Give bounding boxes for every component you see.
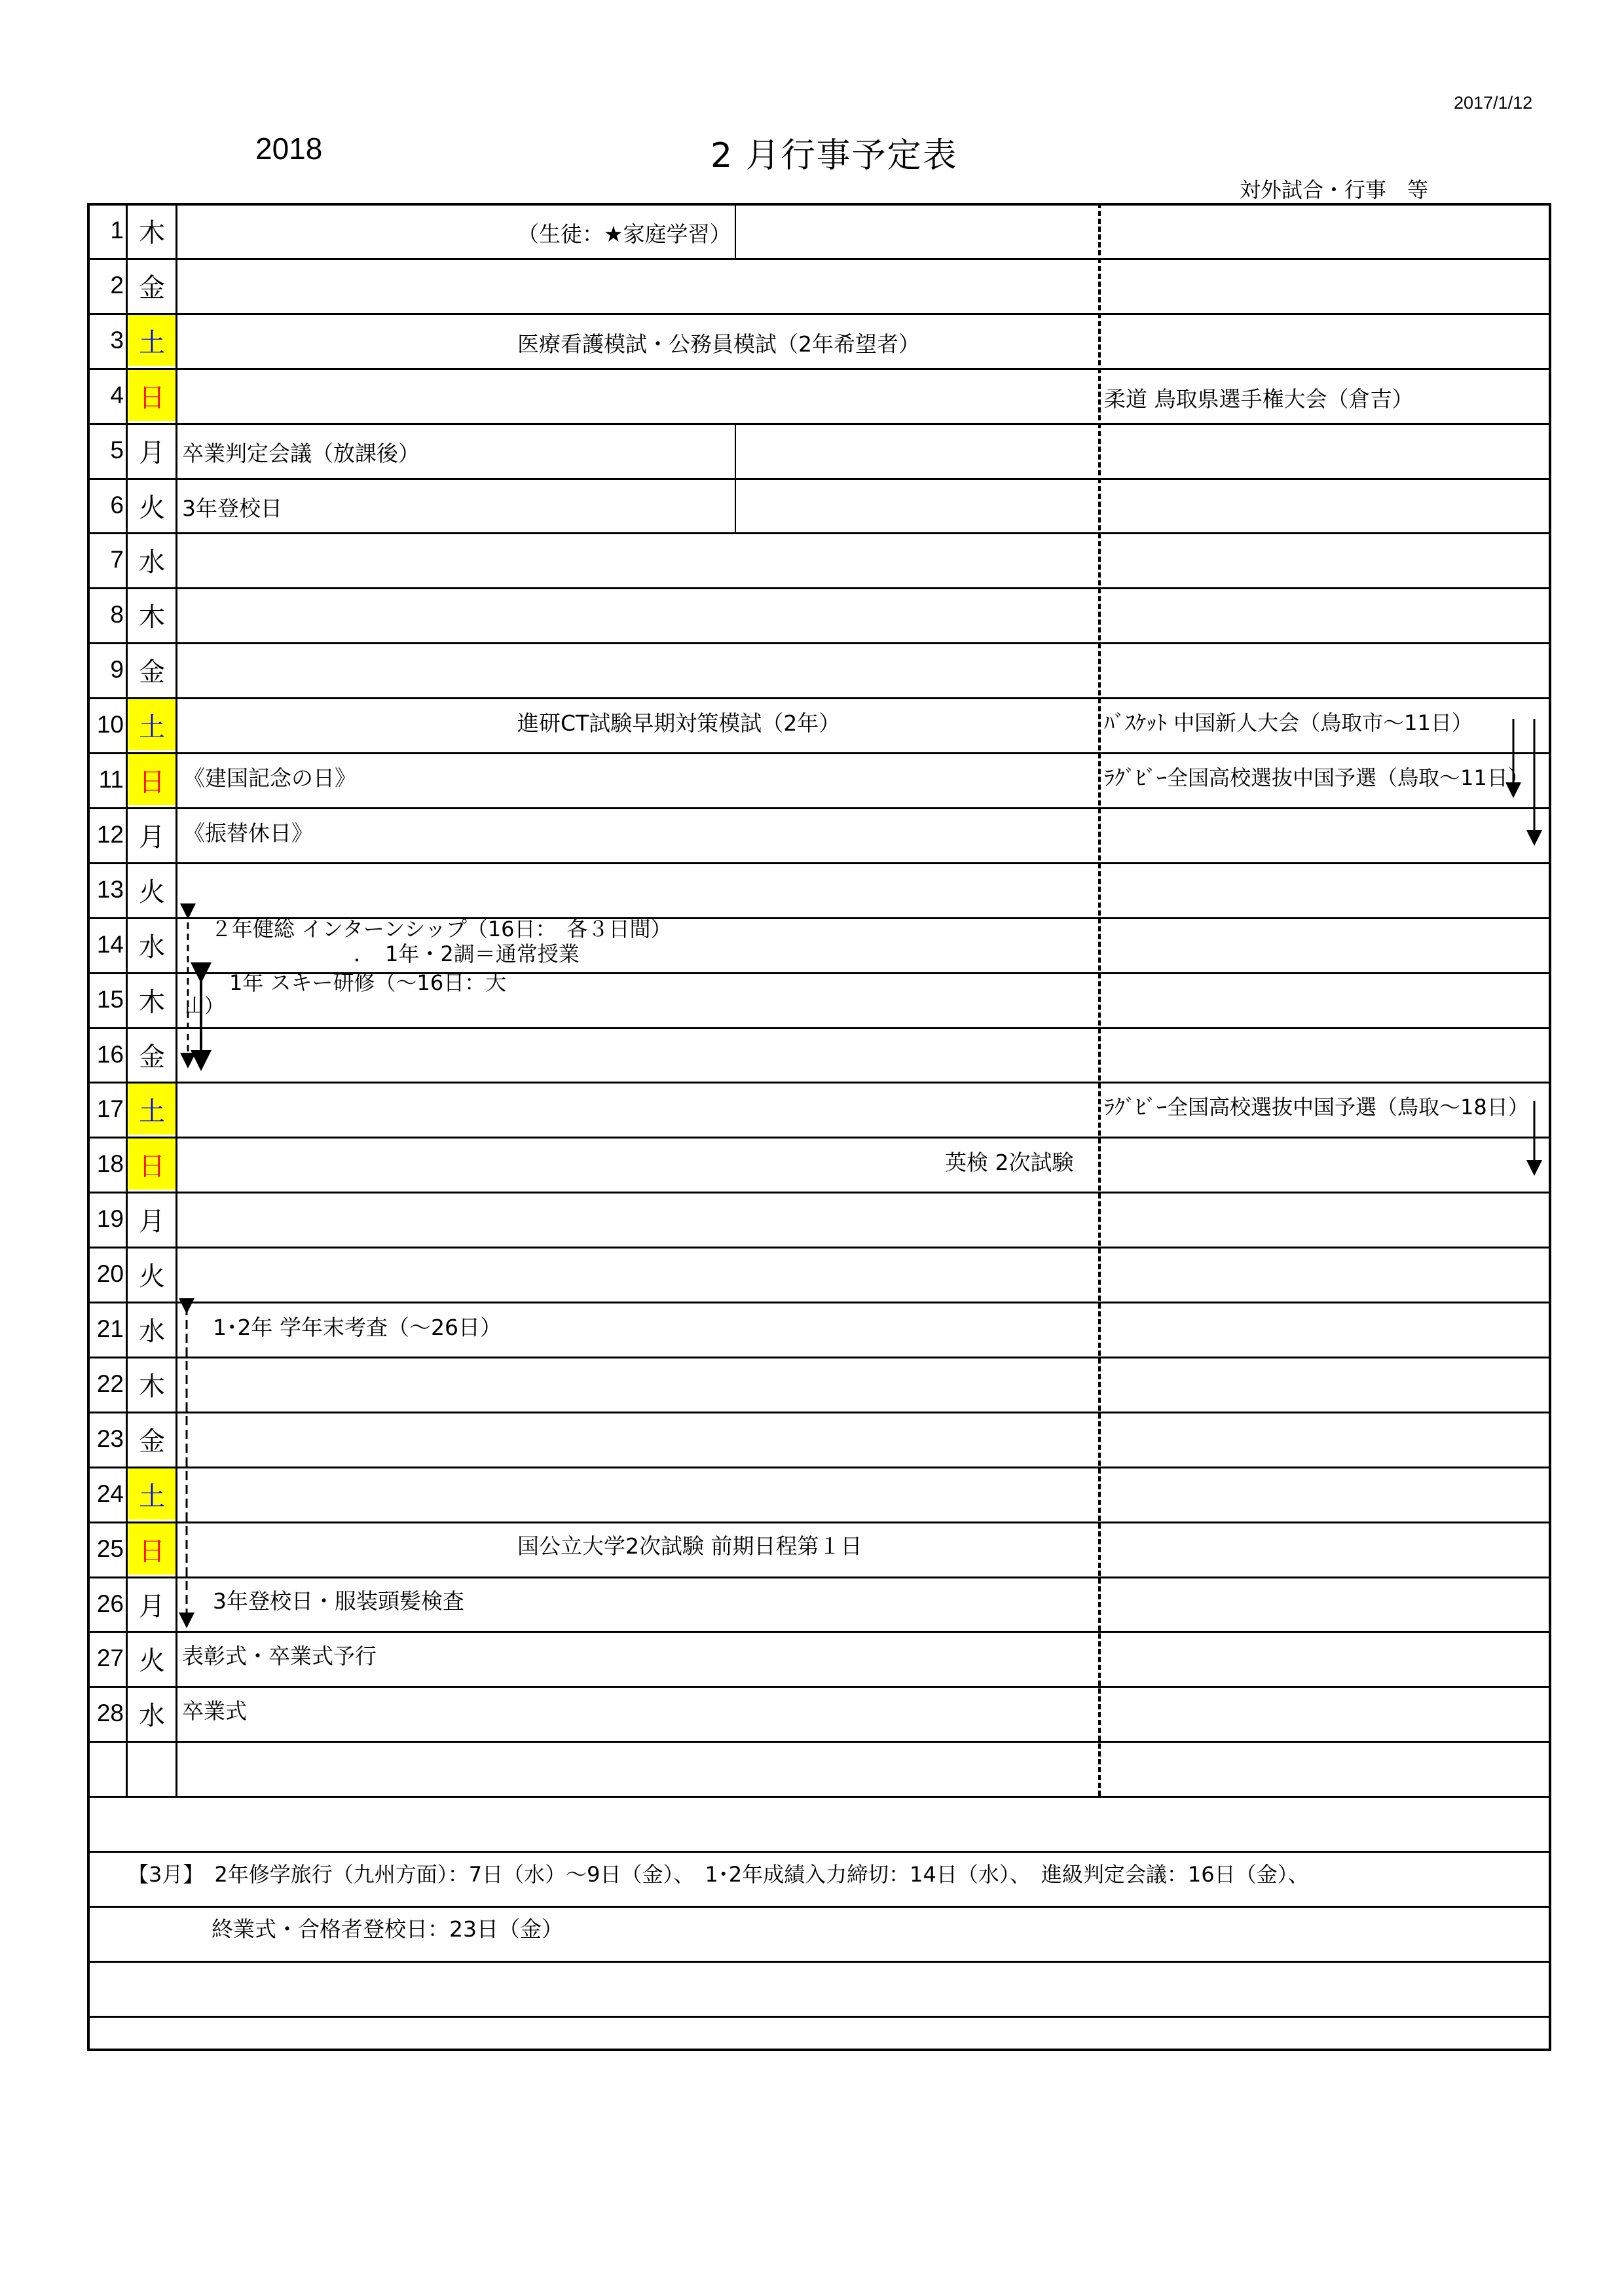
- event-day-5: 卒業判定会議（放課後）: [182, 441, 420, 466]
- external-event-day-10: ﾊﾞｽｹｯﾄ 中国新人大会（鳥取市～11日）: [1104, 710, 1473, 735]
- day-number: 10: [96, 711, 124, 738]
- weekday: 水: [139, 1316, 165, 1347]
- day-number: 16: [96, 1041, 124, 1068]
- day-number: 23: [96, 1425, 124, 1452]
- day-number: 1: [110, 217, 124, 244]
- event-day-10: 進研CT試験早期対策模試（2年）: [517, 710, 841, 736]
- day-number: 19: [96, 1205, 124, 1232]
- day-number: 7: [110, 546, 124, 573]
- day-number: 8: [110, 601, 124, 628]
- weekday: 土: [128, 315, 175, 366]
- event-day-26: 3年登校日・服装頭髪検査: [213, 1588, 464, 1614]
- page-title: 2 月行事予定表: [710, 136, 958, 175]
- day-number: 28: [96, 1700, 124, 1726]
- external-event-day-17: ﾗｸﾞﾋﾞｰ全国高校選抜中国予選（鳥取～18日）: [1104, 1095, 1529, 1120]
- march-notes-line-2: 終業式・合格者登校日：23日（金）: [212, 1916, 563, 1942]
- year: 2018: [255, 132, 323, 166]
- weekday: 金: [139, 1426, 165, 1457]
- event-day-15-ski: 1年 スキー研修（～16日：大: [229, 970, 507, 995]
- weekday: 日: [128, 1523, 175, 1575]
- print-date: 2017/1/12: [1454, 93, 1533, 113]
- event-day-21: 1･2年 学年末考査（～26日）: [213, 1315, 502, 1340]
- day-number: 14: [96, 931, 124, 958]
- day-number: 17: [96, 1095, 124, 1122]
- event-day-1: （生徒：★家庭学習）: [517, 221, 731, 247]
- event-day-6: 3年登校日: [182, 496, 282, 521]
- event-day-12: 《振替休日》: [183, 820, 313, 846]
- day-number: 15: [96, 986, 124, 1013]
- event-day-3: 医療看護模試・公務員模試（2年希望者）: [517, 331, 920, 357]
- weekday: 金: [139, 657, 165, 687]
- day-number: 27: [96, 1645, 124, 1671]
- day-number: 20: [96, 1260, 124, 1287]
- event-day-18: 英検 2次試験: [945, 1150, 1074, 1175]
- day-number: 18: [96, 1150, 124, 1177]
- day-number: 3: [110, 327, 124, 354]
- day-number: 13: [96, 876, 124, 903]
- event-day-15-ski-cont: 山）: [185, 995, 224, 1018]
- weekday: 木: [139, 1371, 165, 1402]
- event-day-14-internship: ２年健総 インターンシップ（16日： 各３日間）: [211, 917, 672, 941]
- weekday: 日: [128, 754, 175, 805]
- day-number: 22: [96, 1370, 124, 1397]
- weekday: 土: [128, 1468, 175, 1520]
- event-day-14-classes: ． 1年・2調＝通常授業: [354, 941, 580, 966]
- weekday: 土: [128, 699, 175, 750]
- march-notes-line-1: 【3月】 2年修学旅行（九州方面）：7日（水）～9日（金）、 1･2年成績入力締切：14日（水）、 進級判定会議：16日（金）、: [128, 1862, 1309, 1887]
- weekday: 月: [139, 437, 165, 468]
- weekday: 火: [139, 492, 165, 523]
- weekday: 水: [139, 1700, 165, 1731]
- weekday: 木: [139, 987, 165, 1017]
- day-number: 26: [96, 1590, 124, 1617]
- weekday: 金: [139, 272, 165, 303]
- external-event-day-11: ﾗｸﾞﾋﾞｰ全国高校選抜中国予選（鳥取～11日）: [1104, 765, 1529, 790]
- event-day-25: 国公立大学2次試験 前期日程第１日: [517, 1533, 862, 1559]
- weekday: 月: [139, 1206, 165, 1237]
- weekday: 土: [128, 1084, 175, 1135]
- weekday: 水: [139, 547, 165, 577]
- weekday: 月: [139, 822, 165, 852]
- day-number: 4: [110, 382, 124, 409]
- event-day-11: 《建国記念の日》: [183, 765, 356, 791]
- weekday: 日: [128, 1139, 175, 1190]
- weekday: 木: [139, 217, 165, 248]
- weekday: 木: [139, 602, 165, 632]
- weekday: 火: [139, 877, 165, 907]
- day-number: 6: [110, 492, 124, 519]
- weekday: 火: [139, 1261, 165, 1292]
- weekday: 水: [139, 932, 165, 962]
- external-event-day-4: 柔道 鳥取県選手権大会（倉吉）: [1104, 386, 1414, 412]
- weekday: 月: [139, 1591, 165, 1622]
- day-number: 21: [96, 1315, 124, 1342]
- event-day-28: 卒業式: [182, 1698, 247, 1724]
- weekday: 日: [128, 370, 175, 421]
- weekday: 金: [139, 1042, 165, 1072]
- day-number: 24: [96, 1480, 124, 1507]
- weekday: 火: [139, 1645, 165, 1676]
- day-number: 9: [110, 656, 124, 683]
- day-number: 25: [96, 1535, 124, 1562]
- day-number: 2: [110, 272, 124, 299]
- event-day-27: 表彰式・卒業式予行: [182, 1643, 377, 1669]
- external-events-heading: 対外試合・行事 等: [1240, 177, 1429, 202]
- day-number: 12: [96, 821, 124, 848]
- day-number: 11: [98, 766, 124, 793]
- day-number: 5: [110, 437, 124, 464]
